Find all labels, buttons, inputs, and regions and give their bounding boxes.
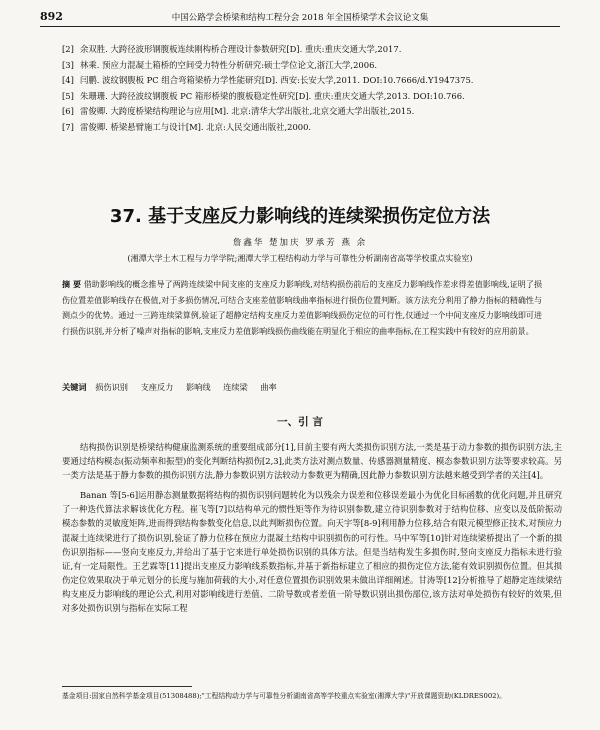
abstract [62, 277, 542, 339]
reference-item [62, 58, 562, 74]
keywords-label: 关键词 [62, 382, 87, 392]
reference-text: 闫鹏. 波纹钢腹板 PC 组合弯箱梁桥力学性能研究[D]. 西安:长安大学,2011. DOI:10.7666/d.Y1947375. [80, 75, 474, 85]
reference-number: [3] [62, 59, 74, 70]
body-paragraph: Banan 等[5-6]运用静态测量数据将结构的损伤识别问题转化为以残余力误差和位移误差最小为优化目标函数的优化问题,并且研究了一种迭代算法求解该优化方程。崔飞等[7]以结构单元的惯性矩等作为待识别参数,建立待识别参数对于结构位移、应变以及低阶振动模态参数的灵敏度矩阵,进而得到结构参数变化信息,以此判断损伤位置。向天宇等[8-9]利用静力位移,结合有限元模型修正技术,对预应力混凝土连续梁进行了损伤识别,验证了静力位移在预应力混凝土结构中识别损伤的可行性。马中军等[10]针对连续梁桥提出了一个新的损伤识别指标——竖向支座反力,并给出了基于它来进行单处损伤识别的具体方法。但是当结构发生多损伤时,竖向支座反力指标未进行验证,有一定局限性。王艺霖等[11]提出支座反力影响线系数指标,并基于新指标建立了相应的损伤定位方法,能有效识别损伤位置。但其损伤定位效果取决于单元划分的长度与施加荷载的大小,对任意位置损伤识别效果未做出详细阐述。甘涛等[12]分析推导了超静定连续梁结构支座反力影响线的理论公式,利用对影响线进行差值、二阶导数或者差值一阶导数识别出损伤部位,该方法对单处损伤有较好的效果,但对多处损伤识别与指标在实际工程 [62, 490, 562, 614]
reference-number: [6] [62, 106, 74, 116]
running-header [40, 8, 560, 27]
reference-number: [2] [62, 44, 74, 54]
footnote-divider [62, 686, 192, 687]
page-number: 892 [40, 10, 63, 23]
reference-item [62, 120, 562, 136]
reference-number: [5] [62, 90, 74, 101]
reference-text: 雷俊卿. 大跨度桥梁结构理论与应用[M]. 北京:清华大学出版社,北京交通大学出版社,2015. [80, 106, 415, 116]
footnote: 基金项目:国家自然科学基金项目(51308488);"工程结构动力学与可靠性分析湖南省高等学校重点实验室(湘潭大学)"开放课题资助(KLDRES002)。 [62, 692, 506, 700]
section-heading: 一、引 言 [277, 416, 323, 428]
keyword: 支座反力 [140, 382, 174, 392]
reference-list [62, 42, 562, 135]
reference-number: [7] [62, 121, 74, 132]
keywords [62, 382, 287, 393]
keyword: 影响线 [185, 382, 211, 392]
reference-item [62, 73, 562, 89]
paper-title: 37. 基于支座反力影响线的连续梁损伤定位方法 [109, 206, 491, 227]
author-list: 詹鑫华 楚加庆 罗承芳 燕 余 [232, 238, 368, 248]
reference-text: 余双胜. 大跨径波形钢腹板连续刚构桥合理设计参数研究[D]. 重庆:重庆交通大学,2017. [80, 44, 402, 54]
reference-text: 朱珊珊. 大跨径波纹钢腹板 PC 箱形桥梁的腹板稳定性研究[D]. 重庆:重庆交通大学,2013. DOI:10.766. [80, 90, 465, 101]
reference-number: [4] [62, 75, 74, 85]
affiliation: (湘潭大学土木工程与力学学院;湘潭大学工程结构动力学与可靠性分析湖南省高等学校重点实验室) [127, 254, 473, 263]
reference-text: 雷俊卿. 桥梁悬臂施工与设计[M]. 北京:人民交通出版社,2000. [80, 121, 312, 132]
keyword: 连续梁 [223, 382, 248, 392]
keyword: 曲率 [260, 382, 277, 392]
reference-item [62, 42, 562, 58]
keyword: 损伤识别 [95, 382, 128, 392]
reference-item [62, 89, 562, 105]
journal-title: 中国公路学会桥梁和结构工程分会 2018 年全国桥梁学术会议论文集 [171, 13, 429, 23]
body-paragraph: 结构损伤识别是桥梁结构健康监测系统的重要组成部分[1],目前主要有两大类损伤识别方法,一类是基于动力参数的损伤识别方法,主要通过结构模态(振动频率和振型)的变化判断结构损伤[2,3],此类方法对测点数量、传感器测量精度、模态参数识别方法等要求较高。另一类方法是基于静力参数的损伤识别方法,静力参数识别方法较动力参数更为精确,因此静力参数识别方法越来越受到学者的关注[4]。 [62, 442, 562, 481]
body-text [62, 440, 562, 621]
reference-text: 林乘. 预应力混凝土箱桥的空间受力特性分析研究:硕士学位论文,浙江大学,2006. [80, 59, 378, 70]
reference-item [62, 104, 562, 120]
abstract-label: 摘 要 [62, 279, 82, 289]
abstract-text: 借助影响线的概念推导了两跨连续梁中间支座的支座反力影响线,对结构损伤前后的支座反力影响线作差求得差值影响线,证明了损伤位置差值影响线存在极值,对于多损伤情况,可结合支座差值影响线曲率指标进行损伤位置判断。该方法充分利用了静力指标的精确性与测点少的优势。通过一三跨连续梁算例,验证了超静定结构支座反力差值影响线损伤定位的可行性,仅通过一个中间支座反力影响线即可进行损伤识别,并分析了噪声对指标的影响,支座反力差值影响线损伤曲线能在明显化于相应的曲率指标,在工程实践中有较好的应用前景。 [62, 280, 542, 336]
